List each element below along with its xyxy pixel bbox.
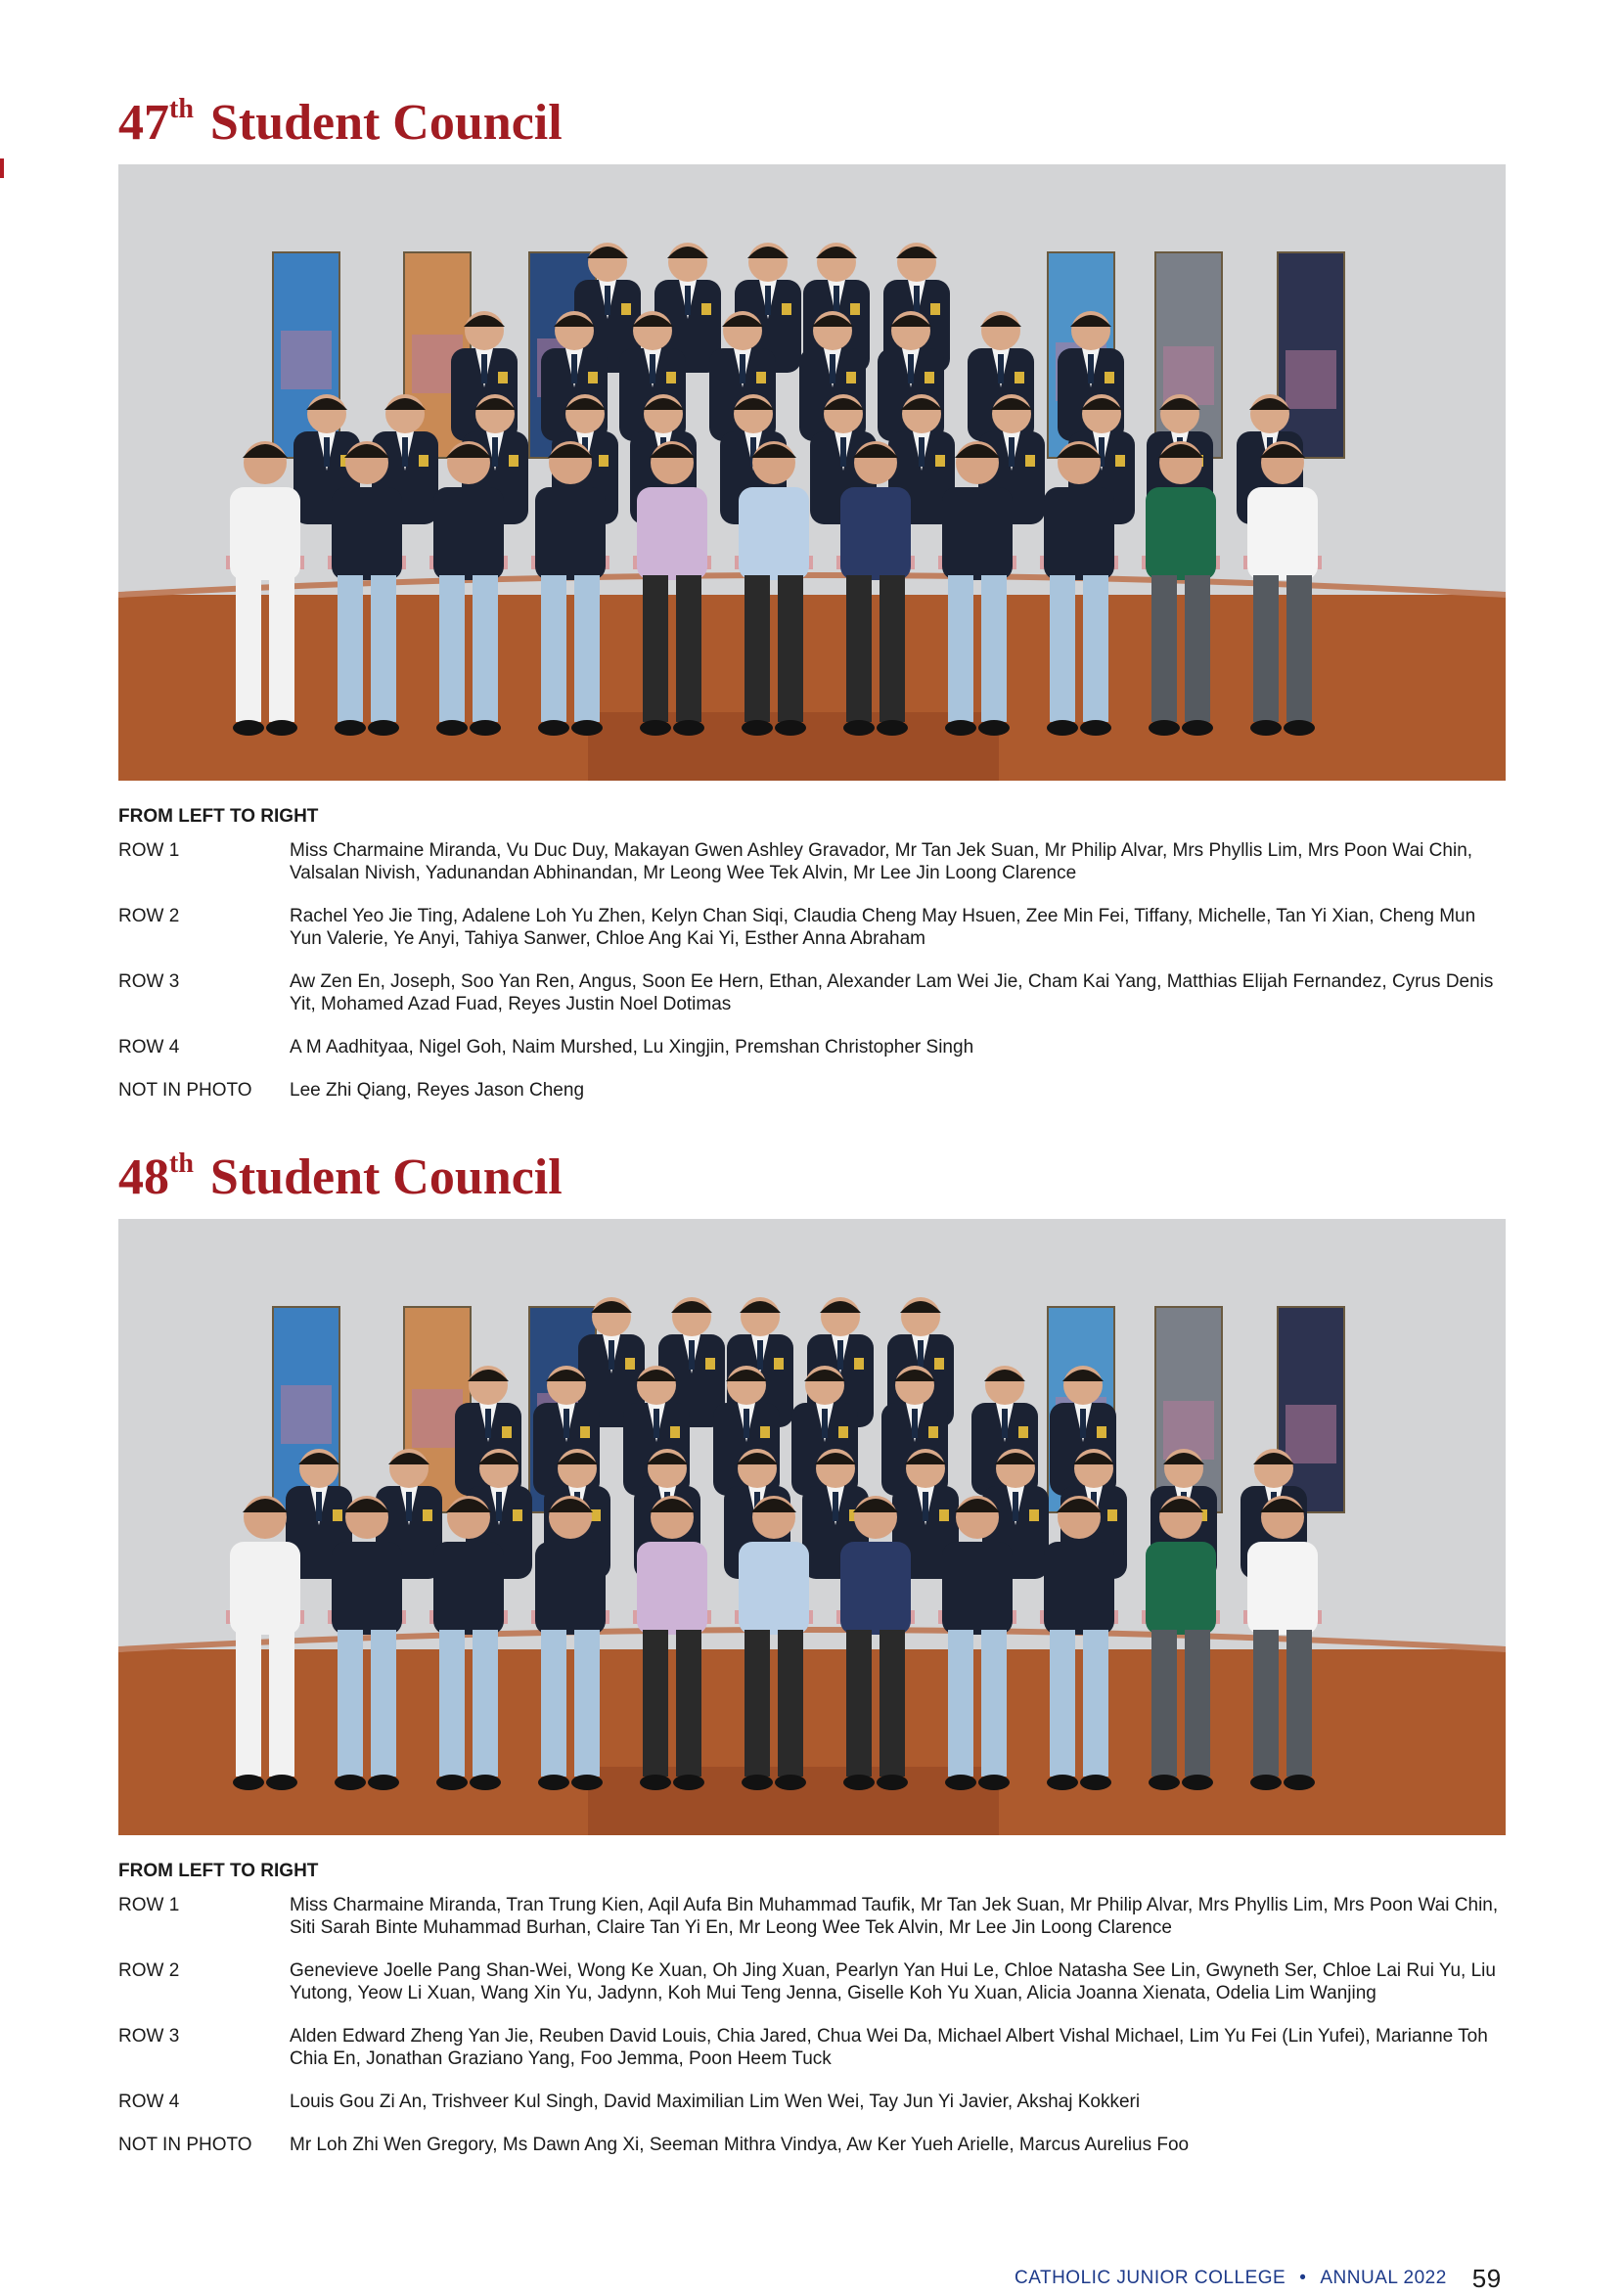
person-crest — [1105, 372, 1114, 383]
person-crest — [782, 303, 791, 315]
person-crest — [580, 1426, 590, 1438]
person-tie — [923, 1492, 928, 1521]
person-shoe — [1149, 1775, 1180, 1790]
person-leg — [948, 1630, 973, 1777]
row-label: ROW 3 — [118, 2026, 180, 2047]
person-shoe — [335, 1775, 366, 1790]
person-tie — [822, 1409, 828, 1438]
page-footer — [1015, 2262, 1502, 2295]
person-top — [1044, 1542, 1114, 1635]
title-ordinal-suffix: th — [169, 1148, 194, 1179]
person-tie — [740, 354, 745, 383]
row-names: Miss Charmaine Miranda, Tran Trung Kien, Aqil Aufa Bin Muhammad Taufik, Mr Tan Jek Suan, Mr Philip Alvar, Mrs Phyllis Lim, Mrs Poon Wai Chin, Siti Sarah Binte Muhammad Burhan, Claire Tan Yi En, Mr Leong Wee Tek Alvin, Mr Lee Jin Loong Clarence — [290, 1895, 1499, 1938]
title-text: Student Council — [209, 1149, 563, 1205]
name-rows — [118, 1894, 1506, 2156]
person-top — [739, 487, 809, 580]
person-leg — [371, 575, 396, 722]
person-shoe — [978, 1775, 1010, 1790]
person-shoe — [877, 720, 908, 736]
person-shoe — [640, 720, 671, 736]
row-names: Miss Charmaine Miranda, Vu Duc Duy, Makayan Gwen Ashley Gravador, Mr Tan Jek Suan, Mr Philip Alvar, Mrs Phyllis Lim, Mrs Poon Wai Chin, Valsalan Nivish, Yadunandan Abhinandan, Mr Leong Wee Tek Alvin, Mr Lee Jin Loong Clarence — [290, 840, 1473, 883]
page-number: 59 — [1471, 2263, 1502, 2293]
person-shoe — [742, 720, 773, 736]
person-tie — [1080, 1409, 1086, 1438]
person-top — [739, 1542, 809, 1635]
row-names: Rachel Yeo Jie Ting, Adalene Loh Yu Zhen, Kelyn Chan Siqi, Claudia Cheng May Hsuen, Zee Min Fei, Tiffany, Michelle, Tan Yi Xian, Cheng Mun Yun Valerie, Ye Anyi, Tahiya Sanwer, Chloe Ang Kai Yi, Esther Anna Abraham — [290, 906, 1476, 949]
person-shoe — [436, 1775, 468, 1790]
person-shoe — [877, 1775, 908, 1790]
person-leg — [541, 1630, 566, 1777]
person-top — [433, 1542, 504, 1635]
person-shoe — [233, 1775, 264, 1790]
person-shoe — [843, 720, 875, 736]
group-photo — [118, 164, 1506, 781]
person-shoe — [266, 1775, 297, 1790]
section-title — [118, 1148, 1506, 1207]
person-top — [535, 1542, 606, 1635]
person-tie — [496, 1492, 502, 1521]
row-not-in-photo — [118, 2134, 1506, 2156]
person-leg — [1185, 1630, 1210, 1777]
person-tie — [654, 1409, 659, 1438]
section-47th-council — [118, 94, 1506, 1122]
person-crest — [1107, 1509, 1117, 1521]
person-crest — [1029, 1509, 1039, 1521]
person-tie — [1088, 354, 1094, 383]
person-leg — [948, 575, 973, 722]
name-rows — [118, 839, 1506, 1102]
person-crest — [423, 1509, 432, 1521]
footer-annual: ANNUAL 2022 — [1320, 2268, 1447, 2288]
person-leg — [981, 575, 1007, 722]
caption-heading: FROM LEFT TO RIGHT — [118, 806, 319, 827]
person-shoe — [673, 720, 704, 736]
person-leg — [473, 1630, 498, 1777]
person-shoe — [368, 720, 399, 736]
row-label: ROW 1 — [118, 1895, 180, 1915]
person-tie — [406, 1492, 412, 1521]
person-leg — [643, 1630, 668, 1777]
title-number: 48 — [118, 1149, 169, 1205]
person-crest — [599, 455, 609, 467]
person-tie — [316, 1492, 322, 1521]
person-crest — [625, 1358, 635, 1370]
person-shoe — [742, 1775, 773, 1790]
person-shoe — [978, 720, 1010, 736]
person-shoe — [436, 720, 468, 736]
mosaic-detail — [1286, 350, 1336, 409]
person-crest — [502, 1426, 512, 1438]
person-leg — [1286, 1630, 1312, 1777]
person-shoe — [470, 720, 501, 736]
person-leg — [1151, 1630, 1177, 1777]
person-tie — [998, 354, 1004, 383]
section-48th-council — [118, 1148, 1506, 2177]
row-2 — [118, 1959, 1506, 2004]
row-3 — [118, 970, 1506, 1015]
person-shoe — [1250, 1775, 1282, 1790]
person-tie — [1002, 1409, 1008, 1438]
person-leg — [744, 1630, 770, 1777]
person-tie — [1009, 437, 1015, 467]
person-top — [230, 1542, 300, 1635]
person-shoe — [571, 720, 603, 736]
group-photo-illustration — [118, 164, 1506, 781]
person-leg — [269, 1630, 294, 1777]
person-crest — [498, 372, 508, 383]
row-not-in-photo — [118, 1079, 1506, 1102]
person-tie — [402, 437, 408, 467]
person-tie — [757, 1340, 763, 1370]
person-leg — [236, 575, 261, 722]
person-tie — [744, 1409, 749, 1438]
person-crest — [925, 372, 934, 383]
person-shoe — [1149, 720, 1180, 736]
person-leg — [1286, 575, 1312, 722]
mosaic-detail — [1286, 1405, 1336, 1463]
row-label: ROW 4 — [118, 1037, 180, 1058]
row-names: Louis Gou Zi An, Trishveer Kul Singh, David Maximilian Lim Wen Wei, Tay Jun Yi Javier, Akshaj Kokkeri — [290, 2092, 1141, 2112]
person-tie — [492, 437, 498, 467]
person-tie — [571, 354, 577, 383]
person-crest — [701, 303, 711, 315]
person-leg — [1151, 575, 1177, 722]
section-title — [118, 94, 1506, 153]
person-shoe — [266, 720, 297, 736]
person-tie — [912, 1409, 918, 1438]
person-shoe — [945, 1775, 976, 1790]
person-leg — [1083, 575, 1108, 722]
person-top — [1247, 487, 1318, 580]
person-top — [1247, 1542, 1318, 1635]
person-shoe — [945, 720, 976, 736]
person-top — [1044, 487, 1114, 580]
person-leg — [846, 575, 872, 722]
person-top — [1146, 1542, 1216, 1635]
person-tie — [830, 354, 835, 383]
person-shoe — [368, 1775, 399, 1790]
person-tie — [689, 1340, 695, 1370]
person-leg — [371, 1630, 396, 1777]
person-crest — [930, 303, 940, 315]
row-label: ROW 3 — [118, 971, 180, 992]
person-shoe — [538, 1775, 569, 1790]
row-4 — [118, 1036, 1506, 1058]
footer-college: CATHOLIC JUNIOR COLLEGE — [1015, 2268, 1286, 2288]
person-crest — [854, 1358, 864, 1370]
person-leg — [541, 575, 566, 722]
person-crest — [1025, 455, 1035, 467]
person-tie — [833, 1492, 838, 1521]
edge-color-mark — [0, 158, 4, 178]
person-shoe — [1080, 1775, 1111, 1790]
person-leg — [338, 575, 363, 722]
person-top — [332, 487, 402, 580]
title-number: 47 — [118, 95, 169, 151]
row-names: Aw Zen En, Joseph, Soo Yan Ren, Angus, Soon Ee Hern, Ethan, Alexander Lam Wei Jie, Cham Kai Yang, Matthias Elijah Fernandez, Cyrus Denis Yit, Mohamed Azad Fuad, Reyes Justin Noel Dotimas — [290, 971, 1494, 1014]
person-tie — [605, 286, 610, 315]
person-tie — [834, 286, 839, 315]
person-leg — [846, 1630, 872, 1777]
person-crest — [928, 1426, 938, 1438]
person-crest — [1097, 1426, 1106, 1438]
person-shoe — [1182, 1775, 1213, 1790]
mosaic-detail — [1163, 346, 1214, 405]
person-crest — [666, 372, 676, 383]
row-label: ROW 1 — [118, 840, 180, 861]
person-shoe — [1284, 720, 1315, 736]
person-leg — [1185, 575, 1210, 722]
person-crest — [838, 1426, 848, 1438]
person-top — [637, 487, 707, 580]
person-crest — [588, 372, 598, 383]
person-tie — [485, 1409, 491, 1438]
person-leg — [338, 1630, 363, 1777]
person-crest — [1115, 455, 1125, 467]
person-leg — [1050, 1630, 1075, 1777]
person-leg — [880, 575, 905, 722]
person-shoe — [1182, 720, 1213, 736]
person-shoe — [775, 720, 806, 736]
person-shoe — [843, 1775, 875, 1790]
person-tie — [840, 437, 846, 467]
person-crest — [935, 455, 945, 467]
person-top — [230, 487, 300, 580]
person-leg — [880, 1630, 905, 1777]
person-leg — [1253, 575, 1279, 722]
person-crest — [846, 372, 856, 383]
row-label: NOT IN PHOTO — [118, 2135, 252, 2155]
person-shoe — [1284, 1775, 1315, 1790]
person-shoe — [538, 720, 569, 736]
row-names: Mr Loh Zhi Wen Gregory, Ms Dawn Ang Xi, Seeman Mithra Vindya, Aw Ker Yueh Arielle, Marcus Aurelius Foo — [290, 2135, 1190, 2155]
person-leg — [676, 1630, 701, 1777]
person-crest — [939, 1509, 949, 1521]
person-shoe — [470, 1775, 501, 1790]
row-4 — [118, 2091, 1506, 2113]
person-crest — [513, 1509, 522, 1521]
person-leg — [236, 1630, 261, 1777]
mosaic-detail — [281, 331, 332, 389]
person-leg — [1050, 575, 1075, 722]
person-crest — [760, 1426, 770, 1438]
person-leg — [744, 575, 770, 722]
person-leg — [439, 1630, 465, 1777]
person-crest — [705, 1358, 715, 1370]
person-crest — [591, 1509, 601, 1521]
person-top — [332, 1542, 402, 1635]
person-crest — [1018, 1426, 1028, 1438]
person-tie — [564, 1409, 569, 1438]
person-leg — [1253, 1630, 1279, 1777]
row-3 — [118, 2025, 1506, 2070]
person-top — [1146, 487, 1216, 580]
person-leg — [439, 575, 465, 722]
mosaic-detail — [281, 1385, 332, 1444]
person-crest — [621, 303, 631, 315]
person-leg — [778, 575, 803, 722]
person-crest — [1015, 372, 1024, 383]
footer-separator: • — [1299, 2268, 1307, 2288]
person-leg — [1083, 1630, 1108, 1777]
person-shoe — [1047, 720, 1078, 736]
person-tie — [650, 354, 655, 383]
person-leg — [676, 575, 701, 722]
person-tie — [609, 1340, 614, 1370]
group-photo — [118, 1219, 1506, 1835]
person-leg — [473, 575, 498, 722]
person-leg — [981, 1630, 1007, 1777]
person-crest — [934, 1358, 944, 1370]
person-top — [535, 487, 606, 580]
person-shoe — [1047, 1775, 1078, 1790]
group-photo-illustration — [118, 1219, 1506, 1835]
person-crest — [670, 1426, 680, 1438]
row-label: NOT IN PHOTO — [118, 1080, 252, 1101]
row-label: ROW 4 — [118, 2092, 180, 2112]
person-leg — [643, 575, 668, 722]
row-names: Lee Zhi Qiang, Reyes Jason Cheng — [290, 1080, 585, 1101]
person-top — [637, 1542, 707, 1635]
person-shoe — [1250, 720, 1282, 736]
person-shoe — [233, 720, 264, 736]
row-1 — [118, 1894, 1506, 1939]
person-crest — [756, 372, 766, 383]
person-crest — [509, 455, 519, 467]
row-2 — [118, 905, 1506, 950]
title-ordinal-suffix: th — [169, 94, 194, 124]
person-leg — [269, 575, 294, 722]
person-shoe — [640, 1775, 671, 1790]
row-label: ROW 2 — [118, 1960, 180, 1981]
person-leg — [778, 1630, 803, 1777]
person-crest — [419, 455, 429, 467]
person-tie — [1013, 1492, 1018, 1521]
row-names: Alden Edward Zheng Yan Jie, Reuben David Louis, Chia Jared, Chua Wei Da, Michael Albert Vishal Michael, Lim Yu Fei (Lin Yufei), Marianne Toh Chia En, Jonathan Graziano Yang, Foo Jemma, Poon Heem Tuck — [290, 2026, 1488, 2069]
person-tie — [765, 286, 771, 315]
person-tie — [324, 437, 330, 467]
person-tie — [914, 286, 920, 315]
row-names: A M Aadhityaa, Nigel Goh, Naim Murshed, Lu Xingjin, Premshan Christopher Singh — [290, 1037, 974, 1058]
person-top — [942, 487, 1013, 580]
person-tie — [908, 354, 914, 383]
person-top — [840, 487, 911, 580]
person-leg — [574, 1630, 600, 1777]
row-names: Genevieve Joelle Pang Shan-Wei, Wong Ke Xuan, Oh Jing Xuan, Pearlyn Yan Hui Le, Chloe Natasha See Lin, Gwyneth Ser, Chloe Lai Rui Yu, Liu Yutong, Yeow Li Xuan, Wang Xin Yu, Jadynn, Koh Mui Teng Jenna, Giselle Koh Yu Xuan, Alicia Joanna Xienata, Odelia Lim Wanjing — [290, 1960, 1496, 2003]
person-crest — [850, 303, 860, 315]
person-shoe — [775, 1775, 806, 1790]
person-tie — [481, 354, 487, 383]
person-tie — [918, 1340, 924, 1370]
person-top — [433, 487, 504, 580]
person-shoe — [1080, 720, 1111, 736]
row-label: ROW 2 — [118, 906, 180, 926]
caption-heading: FROM LEFT TO RIGHT — [118, 1861, 319, 1881]
person-tie — [837, 1340, 843, 1370]
person-crest — [774, 1358, 784, 1370]
person-shoe — [335, 720, 366, 736]
person-top — [942, 1542, 1013, 1635]
person-shoe — [571, 1775, 603, 1790]
person-top — [840, 1542, 911, 1635]
person-tie — [919, 437, 925, 467]
person-tie — [685, 286, 691, 315]
person-shoe — [673, 1775, 704, 1790]
person-crest — [333, 1509, 342, 1521]
person-leg — [574, 575, 600, 722]
title-text: Student Council — [209, 95, 563, 151]
row-1 — [118, 839, 1506, 884]
